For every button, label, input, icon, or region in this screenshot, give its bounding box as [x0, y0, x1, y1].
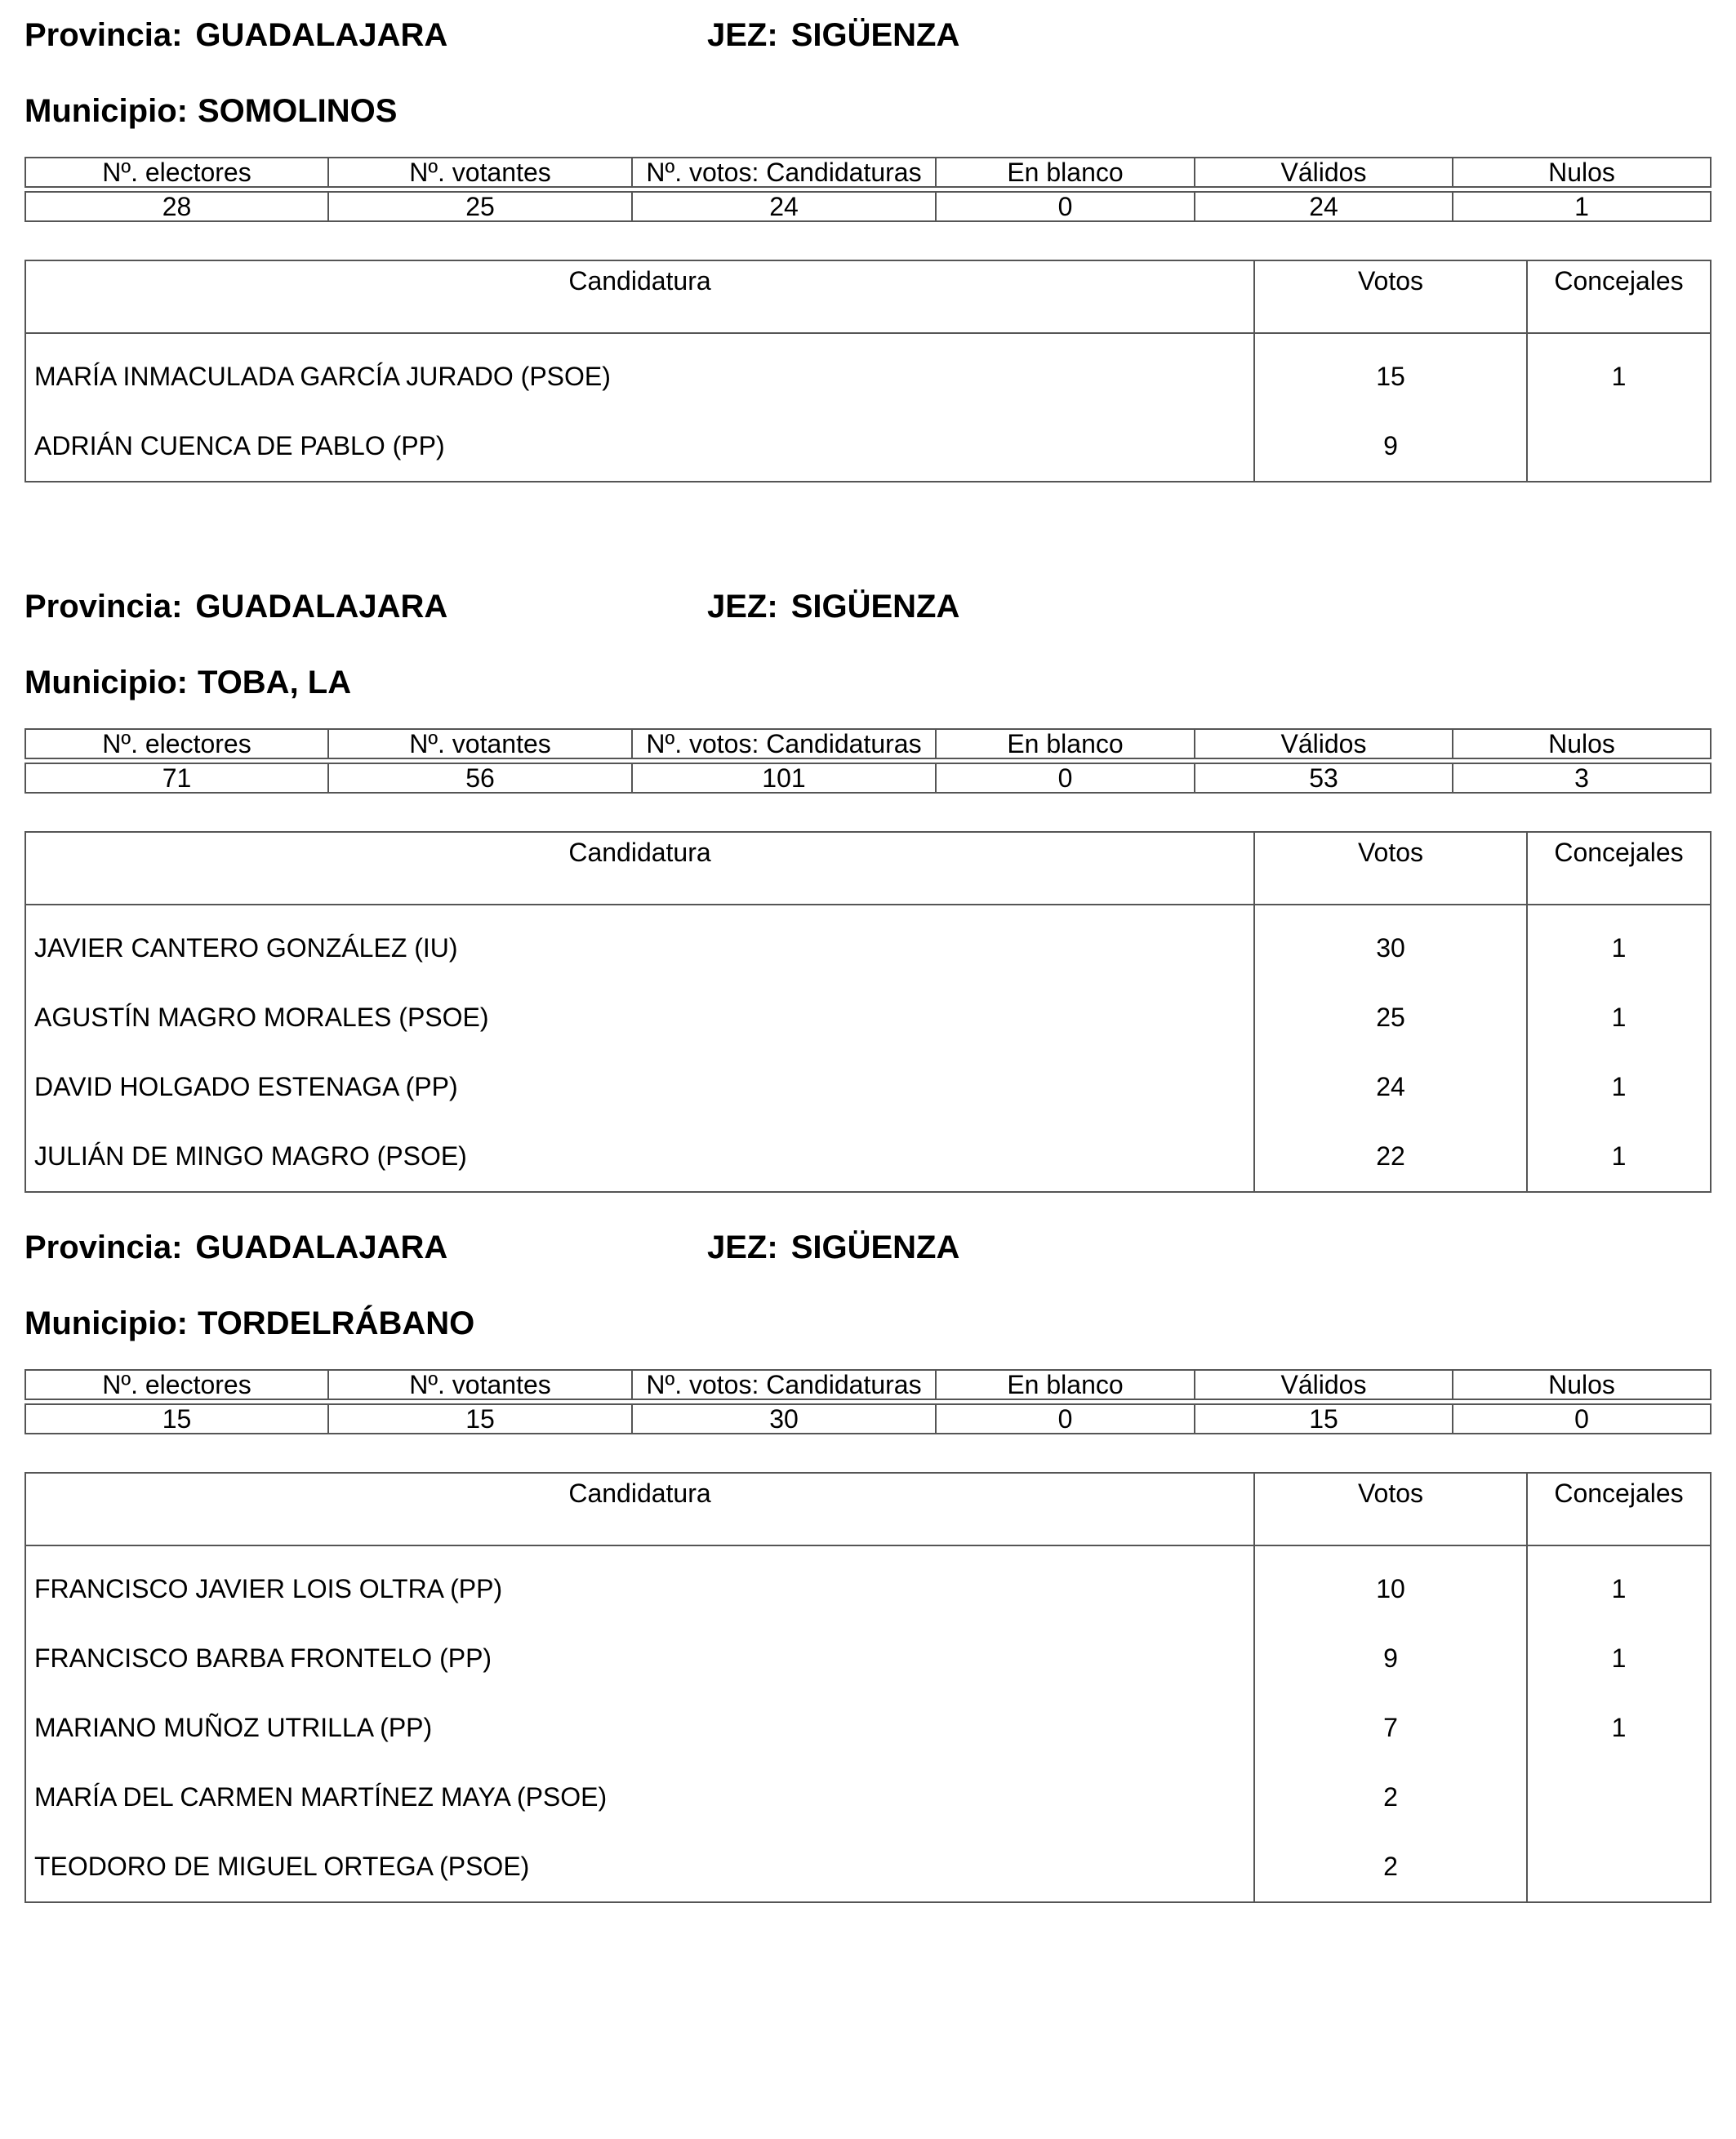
jez-value: SIGÜENZA: [790, 17, 960, 53]
stats-header-cell: Válidos: [1195, 1370, 1453, 1399]
stats-value-cell: 1: [1453, 192, 1711, 221]
candidate-votos: 15: [1254, 333, 1527, 411]
stats-header-cell: Nº. votantes: [328, 1370, 632, 1399]
stats-header-cell: Nulos: [1453, 729, 1711, 758]
stats-value-cell: 0: [1453, 1404, 1711, 1434]
col-votos-header: Votos: [1254, 832, 1527, 905]
stats-header-cell: En blanco: [936, 729, 1195, 758]
candidate-votos: 30: [1254, 905, 1527, 983]
candidate-votos: 2: [1254, 1763, 1527, 1832]
candidate-votos: 2: [1254, 1832, 1527, 1902]
col-concejales-header: Concejales: [1527, 1473, 1711, 1545]
candidate-row: [25, 1545, 1711, 1624]
stats-value-cell: 25: [328, 192, 632, 221]
candidate-votos: 9: [1254, 411, 1527, 482]
stats-header-cell: Nº. votos: Candidaturas: [632, 158, 936, 187]
candidate-name: MARÍA DEL CARMEN MARTÍNEZ MAYA (PSOE): [34, 1782, 608, 1812]
municipio-value: TOBA, LA: [197, 665, 352, 700]
candidate-row: [25, 1763, 1711, 1832]
candidate-row: [25, 1122, 1711, 1192]
stats-value-cell: 101: [632, 763, 936, 793]
provincia-label: Provincia:: [24, 589, 183, 625]
stats-header-table: [24, 1369, 1712, 1400]
candidates-table: [24, 1472, 1712, 1903]
jez-line: [707, 16, 959, 54]
candidate-name: JAVIER CANTERO GONZÁLEZ (IU): [34, 933, 458, 963]
col-concejales-header: Concejales: [1527, 832, 1711, 905]
municipio-label: Municipio:: [24, 665, 188, 700]
candidate-votos: 10: [1254, 1545, 1527, 1624]
candidate-row: [25, 333, 1711, 411]
stats-header-cell: En blanco: [936, 1370, 1195, 1399]
candidate-name: MARÍA INMACULADA GARCÍA JURADO (PSOE): [34, 362, 611, 391]
stats-header-cell: Nulos: [1453, 1370, 1711, 1399]
municipio-value: SOMOLINOS: [197, 93, 398, 129]
stats-values-table: [24, 191, 1712, 222]
stats-header-cell: Válidos: [1195, 158, 1453, 187]
col-candidatura-header: Candidatura: [25, 1473, 1254, 1545]
municipio-label: Municipio:: [24, 93, 188, 129]
stats-header-cell: Nº. votos: Candidaturas: [632, 729, 936, 758]
municipio-line: [24, 1305, 474, 1342]
candidate-row: [25, 983, 1711, 1052]
candidate-concejales: 1: [1527, 1052, 1711, 1122]
col-votos-header: Votos: [1254, 260, 1527, 333]
col-candidatura-header: Candidatura: [25, 260, 1254, 333]
jez-label: JEZ:: [707, 1230, 778, 1265]
stats-value-cell: 15: [1195, 1404, 1453, 1434]
provincia-value: GUADALAJARA: [195, 1230, 448, 1265]
candidate-concejales: 1: [1527, 1545, 1711, 1624]
stats-header-table: [24, 728, 1712, 759]
candidate-name: DAVID HOLGADO ESTENAGA (PP): [34, 1072, 458, 1101]
candidate-row: [25, 905, 1711, 983]
candidate-concejales: [1527, 1763, 1711, 1832]
stats-value-cell: 3: [1453, 763, 1711, 793]
candidates-table: [24, 831, 1712, 1193]
stats-value-cell: 15: [328, 1404, 632, 1434]
jez-line: [707, 588, 959, 625]
candidate-votos: 9: [1254, 1624, 1527, 1693]
col-concejales-header: Concejales: [1527, 260, 1711, 333]
candidate-name: FRANCISCO JAVIER LOIS OLTRA (PP): [34, 1574, 503, 1603]
candidate-name: AGUSTÍN MAGRO MORALES (PSOE): [34, 1003, 489, 1032]
municipio-line: [24, 664, 351, 701]
stats-value-cell: 28: [25, 192, 328, 221]
jez-label: JEZ:: [707, 589, 778, 625]
stats-header-cell: Válidos: [1195, 729, 1453, 758]
stats-values-table: [24, 1403, 1712, 1434]
stats-header-cell: Nº. votos: Candidaturas: [632, 1370, 936, 1399]
candidate-concejales: 1: [1527, 905, 1711, 983]
stats-value-cell: 24: [632, 192, 936, 221]
provincia-label: Provincia:: [24, 17, 183, 53]
candidate-name: FRANCISCO BARBA FRONTELO (PP): [34, 1643, 492, 1673]
stats-header-cell: Nº. electores: [25, 158, 328, 187]
stats-value-cell: 56: [328, 763, 632, 793]
stats-header-cell: Nulos: [1453, 158, 1711, 187]
candidate-row: [25, 1052, 1711, 1122]
candidate-concejales: 1: [1527, 1624, 1711, 1693]
candidate-concejales: 1: [1527, 983, 1711, 1052]
jez-value: SIGÜENZA: [790, 1230, 960, 1265]
provincia-value: GUADALAJARA: [195, 17, 448, 53]
candidate-votos: 25: [1254, 983, 1527, 1052]
stats-header-cell: Nº. votantes: [328, 158, 632, 187]
candidate-row: [25, 1624, 1711, 1693]
candidate-row: [25, 411, 1711, 482]
stats-value-cell: 53: [1195, 763, 1453, 793]
candidate-votos: 7: [1254, 1693, 1527, 1763]
col-candidatura-header: Candidatura: [25, 832, 1254, 905]
candidate-name: MARIANO MUÑOZ UTRILLA (PP): [34, 1713, 433, 1742]
candidate-votos: 22: [1254, 1122, 1527, 1192]
stats-header-cell: Nº. electores: [25, 729, 328, 758]
candidate-concejales: 1: [1527, 1122, 1711, 1192]
provincia-line: [24, 16, 447, 54]
stats-header-cell: En blanco: [936, 158, 1195, 187]
stats-values-table: [24, 763, 1712, 794]
stats-header-cell: Nº. votantes: [328, 729, 632, 758]
col-votos-header: Votos: [1254, 1473, 1527, 1545]
candidates-table: [24, 260, 1712, 482]
stats-value-cell: 15: [25, 1404, 328, 1434]
candidate-name: TEODORO DE MIGUEL ORTEGA (PSOE): [34, 1852, 530, 1881]
candidate-name: JULIÁN DE MINGO MAGRO (PSOE): [34, 1141, 467, 1171]
candidate-concejales: 1: [1527, 1693, 1711, 1763]
candidate-row: [25, 1832, 1711, 1902]
stats-value-cell: 0: [936, 1404, 1195, 1434]
stats-value-cell: 71: [25, 763, 328, 793]
stats-value-cell: 30: [632, 1404, 936, 1434]
provincia-line: [24, 1229, 447, 1266]
municipio-line: [24, 92, 397, 130]
stats-value-cell: 0: [936, 192, 1195, 221]
provincia-line: [24, 588, 447, 625]
candidate-votos: 24: [1254, 1052, 1527, 1122]
stats-header-cell: Nº. electores: [25, 1370, 328, 1399]
candidate-name: ADRIÁN CUENCA DE PABLO (PP): [34, 431, 445, 460]
candidate-row: [25, 1693, 1711, 1763]
provincia-value: GUADALAJARA: [195, 589, 448, 625]
candidate-concejales: [1527, 1832, 1711, 1902]
jez-value: SIGÜENZA: [790, 589, 960, 625]
stats-header-table: [24, 157, 1712, 188]
candidate-concejales: 1: [1527, 333, 1711, 411]
municipio-value: TORDELRÁBANO: [197, 1305, 475, 1341]
jez-label: JEZ:: [707, 17, 778, 53]
provincia-label: Provincia:: [24, 1230, 183, 1265]
municipio-label: Municipio:: [24, 1305, 188, 1341]
stats-value-cell: 0: [936, 763, 1195, 793]
candidate-concejales: [1527, 411, 1711, 482]
stats-value-cell: 24: [1195, 192, 1453, 221]
jez-line: [707, 1229, 959, 1266]
